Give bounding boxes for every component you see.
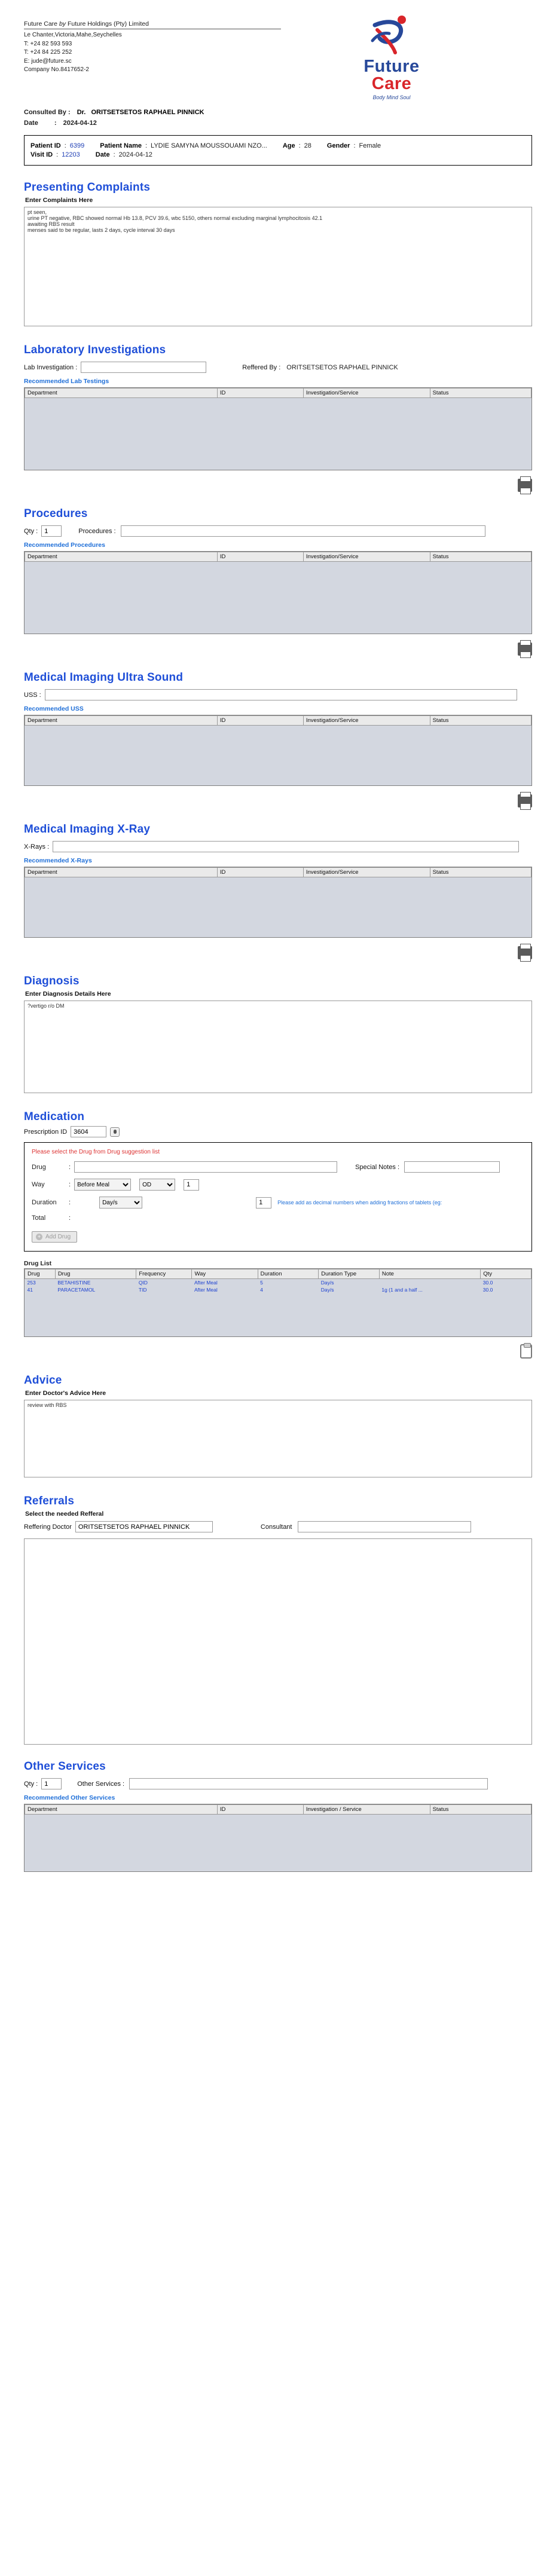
visit-date-value: 2024-04-12 bbox=[118, 151, 152, 158]
col-duration-type: Duration Type bbox=[319, 1269, 380, 1279]
procedures-body bbox=[25, 562, 531, 634]
duration-unit-select[interactable] bbox=[99, 1197, 142, 1209]
visit-id-label: Visit ID bbox=[30, 151, 53, 158]
cell-duration: 4 bbox=[260, 1287, 263, 1293]
way-select[interactable] bbox=[74, 1179, 131, 1191]
referred-by-value: ORITSETSETOS RAPHAEL PINNICK bbox=[286, 363, 398, 371]
visit-id-sep: : bbox=[56, 151, 59, 158]
recommended-xrays-link[interactable]: Recommended X-Rays bbox=[24, 857, 92, 864]
col-id: ID bbox=[217, 716, 303, 726]
clinic-address-line: E: jude@future.sc bbox=[24, 57, 72, 65]
col-id: ID bbox=[217, 552, 303, 562]
cell-duration-type: Day/s bbox=[320, 1280, 334, 1286]
cell-duration-type: Day/s bbox=[320, 1287, 334, 1293]
uss-input[interactable] bbox=[45, 689, 517, 700]
patient-gender-value: Female bbox=[359, 142, 381, 149]
presenting-complaints-subtitle: Enter Complaints Here bbox=[25, 197, 93, 204]
consult-date-value: 2024-04-12 bbox=[63, 120, 97, 127]
col-service: Investigation/Service bbox=[303, 716, 430, 726]
consultant-label: Consultant bbox=[260, 1523, 292, 1531]
cell-drug-name: BETAHISTINE bbox=[57, 1280, 91, 1286]
lab-input-row bbox=[24, 362, 532, 373]
cell-duration: 5 bbox=[260, 1280, 263, 1286]
clinic-address-line: Company No.8417652-2 bbox=[24, 66, 89, 73]
section-medication bbox=[0, 1110, 556, 1337]
frequency-qty-input[interactable] bbox=[184, 1179, 199, 1191]
col-duration: Duration bbox=[258, 1269, 319, 1279]
patient-name-sep: : bbox=[145, 142, 148, 149]
xray-input[interactable] bbox=[53, 841, 519, 852]
clinic-address-line: Le Chanter,Victoria,Mahe,Seychelles bbox=[24, 32, 122, 38]
duration-label: Duration bbox=[32, 1199, 57, 1206]
col-status: Status bbox=[430, 388, 531, 398]
clinic-title-suffix: Future Holdings (Pty) Limited bbox=[67, 20, 149, 27]
clipboard-icon[interactable] bbox=[520, 1344, 532, 1359]
col-drug-id: Drug bbox=[25, 1269, 56, 1279]
drug-list-body-filler bbox=[25, 1293, 531, 1336]
clinic-address-line: T: +24 84 225 252 bbox=[24, 49, 72, 56]
uss-table bbox=[25, 715, 531, 726]
procedures-qty-label: Qty : bbox=[24, 527, 38, 535]
col-department: Department bbox=[25, 716, 218, 726]
col-qty: Qty bbox=[481, 1269, 531, 1279]
cell-note: 1g (1 and a half ... bbox=[381, 1287, 423, 1293]
procedures-table bbox=[25, 552, 531, 562]
col-service: Investigation/Service bbox=[303, 388, 430, 398]
referred-by-label: Reffered By : bbox=[242, 363, 281, 371]
referral-input-row bbox=[24, 1521, 532, 1532]
table-row[interactable] bbox=[25, 1286, 531, 1293]
total-label: Total bbox=[32, 1214, 46, 1222]
section-other-services bbox=[0, 1760, 556, 1872]
procedures-qty-input[interactable] bbox=[41, 525, 62, 537]
uss-print-row bbox=[0, 792, 556, 807]
table-header-row bbox=[25, 1269, 531, 1279]
procedures-input-row bbox=[24, 525, 532, 537]
clinic-title-prefix: Future Care bbox=[24, 20, 58, 27]
logo-text-care: Care bbox=[371, 74, 412, 93]
table-header-row bbox=[25, 388, 531, 398]
decimal-hint: Please add as decimal numbers when adding fractions of tablets (eg: bbox=[277, 1200, 442, 1206]
col-frequency: Frequency bbox=[136, 1269, 192, 1279]
total-sep: : bbox=[69, 1214, 71, 1222]
col-department: Department bbox=[25, 1805, 218, 1815]
procedures-title: Procedures bbox=[24, 507, 88, 520]
drug-input[interactable] bbox=[74, 1161, 337, 1173]
microphone-icon[interactable] bbox=[110, 1127, 120, 1137]
xray-print-row bbox=[0, 944, 556, 959]
cell-drug-id: 41 bbox=[27, 1287, 33, 1293]
referrals-subtitle: Select the needed Refferal bbox=[25, 1510, 104, 1518]
referring-doctor-label: Reffering Doctor bbox=[24, 1523, 72, 1531]
other-services-body bbox=[25, 1815, 531, 1871]
other-services-table bbox=[25, 1804, 531, 1815]
clinic-info bbox=[24, 14, 299, 75]
col-service: Investigation / Service bbox=[303, 1805, 430, 1815]
duration-row bbox=[32, 1197, 524, 1209]
col-note: Note bbox=[379, 1269, 480, 1279]
col-status: Status bbox=[430, 552, 531, 562]
ultrasound-title: Medical Imaging Ultra Sound bbox=[24, 671, 184, 684]
section-presenting-complaints bbox=[0, 181, 556, 328]
section-laboratory bbox=[0, 344, 556, 470]
recommended-other-services-link[interactable]: Recommended Other Services bbox=[24, 1794, 115, 1801]
other-services-qty-label: Qty : bbox=[24, 1780, 38, 1788]
table-header-row bbox=[25, 1805, 531, 1815]
referrals-title: Referrals bbox=[24, 1495, 75, 1507]
section-advice bbox=[0, 1374, 556, 1479]
other-services-qty-input[interactable] bbox=[41, 1778, 62, 1789]
table-header-row bbox=[25, 552, 531, 562]
xray-body bbox=[25, 877, 531, 937]
col-department: Department bbox=[25, 388, 218, 398]
cell-drug-id: 253 bbox=[27, 1280, 36, 1286]
visit-date-label: Date bbox=[95, 151, 110, 158]
lab-investigation-input[interactable] bbox=[81, 362, 206, 373]
drug-list-table bbox=[25, 1269, 531, 1293]
patient-gender-label: Gender bbox=[326, 142, 350, 149]
consult-date-sep: : bbox=[54, 120, 57, 127]
print-icon[interactable] bbox=[518, 479, 532, 492]
diagnosis-subtitle: Enter Diagnosis Details Here bbox=[25, 990, 111, 998]
xray-title: Medical Imaging X-Ray bbox=[24, 823, 151, 836]
other-services-title: Other Services bbox=[24, 1760, 106, 1773]
print-icon[interactable] bbox=[518, 643, 532, 656]
table-header-row bbox=[25, 716, 531, 726]
special-notes-input[interactable] bbox=[404, 1161, 500, 1173]
laboratory-title: Laboratory Investigations bbox=[24, 344, 166, 356]
uss-label: USS : bbox=[24, 691, 41, 699]
duration-value-input[interactable] bbox=[256, 1197, 271, 1209]
xray-grid bbox=[24, 867, 532, 938]
way-label: Way bbox=[32, 1181, 45, 1188]
consulted-by-label: Consulted By : bbox=[24, 109, 71, 116]
logo-block bbox=[299, 14, 532, 100]
col-id: ID bbox=[217, 388, 303, 398]
cell-note bbox=[379, 1279, 480, 1287]
visit-id-value: 12203 bbox=[62, 151, 80, 158]
recommended-uss-link[interactable]: Recommended USS bbox=[24, 705, 84, 712]
visit-date-sep: : bbox=[113, 151, 115, 158]
col-service: Investigation/Service bbox=[303, 552, 430, 562]
section-diagnosis bbox=[0, 975, 556, 1095]
prescription-id-input[interactable] bbox=[71, 1126, 106, 1137]
cell-drug-name: PARACETAMOL bbox=[57, 1287, 96, 1293]
col-status: Status bbox=[430, 1805, 531, 1815]
section-ultrasound bbox=[0, 671, 556, 786]
consultant-input[interactable] bbox=[298, 1521, 471, 1532]
patient-name-label: Patient Name bbox=[100, 142, 142, 149]
plus-icon: + bbox=[36, 1234, 42, 1240]
logo-tagline: Body Mind Soul bbox=[372, 94, 411, 100]
lab-results-grid bbox=[24, 387, 532, 470]
prescription-id-label: Prescription ID bbox=[24, 1128, 68, 1136]
patient-id-label: Patient ID bbox=[30, 142, 61, 149]
col-drug-name: Drug bbox=[55, 1269, 136, 1279]
procedures-input[interactable] bbox=[121, 525, 485, 537]
procedures-label: Procedures : bbox=[78, 527, 116, 535]
advice-subtitle: Enter Doctor's Advice Here bbox=[25, 1390, 106, 1397]
col-id: ID bbox=[217, 868, 303, 877]
consulted-by-doctor: ORITSETSETOS RAPHAEL PINNICK bbox=[91, 109, 204, 116]
uss-body bbox=[25, 726, 531, 785]
other-services-grid bbox=[24, 1804, 532, 1872]
section-referrals bbox=[0, 1495, 556, 1745]
clinic-address-line: T: +24 82 593 593 bbox=[24, 40, 72, 47]
add-drug-button[interactable] bbox=[32, 1231, 77, 1243]
drug-label: Drug bbox=[32, 1163, 46, 1171]
cell-way: After Meal bbox=[194, 1287, 218, 1293]
way-sep: : bbox=[69, 1181, 71, 1188]
patient-info-box bbox=[24, 135, 532, 166]
print-icon[interactable] bbox=[518, 794, 532, 807]
patient-age-value: 28 bbox=[304, 142, 311, 149]
medication-print-row bbox=[0, 1342, 556, 1359]
future-care-logo bbox=[335, 14, 448, 100]
referral-details-area[interactable] bbox=[24, 1538, 532, 1745]
clinic-address bbox=[24, 31, 299, 75]
consult-date-label: Date bbox=[24, 120, 38, 127]
consulted-by-row bbox=[0, 106, 556, 116]
print-icon[interactable] bbox=[518, 946, 532, 959]
cell-way: After Meal bbox=[194, 1280, 218, 1286]
col-service: Investigation/Service bbox=[303, 868, 430, 877]
patient-age-sep: : bbox=[298, 142, 301, 149]
lab-print-row bbox=[0, 476, 556, 492]
col-department: Department bbox=[25, 552, 218, 562]
cell-frequency: QID bbox=[138, 1280, 148, 1286]
uss-input-row bbox=[24, 689, 532, 700]
patient-age-label: Age bbox=[282, 142, 295, 149]
uss-grid bbox=[24, 715, 532, 786]
prescription-id-row bbox=[24, 1126, 532, 1137]
patient-info-row-1 bbox=[30, 142, 526, 149]
total-row bbox=[32, 1214, 524, 1222]
drug-sep: : bbox=[69, 1163, 71, 1171]
other-services-input-row bbox=[24, 1778, 532, 1789]
col-id: ID bbox=[217, 1805, 303, 1815]
xray-label: X-Rays : bbox=[24, 843, 50, 850]
patient-id-sep: : bbox=[64, 142, 66, 149]
advice-textarea[interactable] bbox=[24, 1400, 532, 1477]
col-status: Status bbox=[430, 868, 531, 877]
referring-doctor-input[interactable] bbox=[75, 1521, 213, 1532]
procedures-print-row bbox=[0, 640, 556, 656]
recommended-lab-testings-link[interactable]: Recommended Lab Testings bbox=[24, 378, 109, 385]
patient-info-row-2 bbox=[30, 151, 526, 158]
clinic-title-by: by bbox=[59, 20, 66, 27]
add-drug-label: Add Drug bbox=[45, 1234, 71, 1240]
procedures-grid bbox=[24, 551, 532, 634]
special-notes-label: Special Notes : bbox=[355, 1163, 400, 1171]
col-way: Way bbox=[192, 1269, 258, 1279]
cell-qty: 30.0 bbox=[482, 1280, 493, 1286]
complaints-textarea[interactable] bbox=[24, 207, 532, 326]
other-services-label: Other Services : bbox=[77, 1780, 125, 1788]
lab-results-table bbox=[25, 388, 531, 398]
lab-investigation-label: Lab Investigation : bbox=[24, 363, 78, 371]
col-status: Status bbox=[430, 716, 531, 726]
diagnosis-textarea[interactable] bbox=[24, 1001, 532, 1093]
lab-results-body bbox=[25, 398, 531, 470]
other-services-input[interactable] bbox=[129, 1778, 488, 1789]
cell-frequency: TID bbox=[138, 1287, 147, 1293]
duration-sep: : bbox=[69, 1199, 71, 1206]
frequency-select[interactable] bbox=[139, 1179, 175, 1191]
clinic-title bbox=[24, 20, 299, 27]
way-row bbox=[32, 1179, 524, 1191]
col-department: Department bbox=[25, 868, 218, 877]
diagnosis-title: Diagnosis bbox=[24, 975, 80, 987]
presenting-complaints-title: Presenting Complaints bbox=[24, 181, 151, 194]
drug-row bbox=[32, 1161, 524, 1173]
medication-title: Medication bbox=[24, 1110, 85, 1123]
medication-entry-box bbox=[24, 1142, 532, 1252]
drug-list-grid bbox=[24, 1268, 532, 1337]
advice-title: Advice bbox=[24, 1374, 62, 1387]
recommended-procedures-link[interactable]: Recommended Procedures bbox=[24, 541, 105, 549]
cell-qty: 30.0 bbox=[482, 1287, 493, 1293]
patient-name-value: LYDIE SAMYNA MOUSSOUAMI NZO... bbox=[151, 142, 267, 149]
xray-table bbox=[25, 867, 531, 877]
drug-list-title: Drug List bbox=[24, 1260, 52, 1267]
table-row[interactable] bbox=[25, 1279, 531, 1287]
xray-input-row bbox=[24, 841, 532, 852]
consult-date-row bbox=[0, 116, 556, 133]
patient-gender-sep: : bbox=[353, 142, 356, 149]
logo-mark-icon bbox=[338, 14, 445, 56]
consulted-by-prefix: Dr. bbox=[77, 109, 86, 116]
table-header-row bbox=[25, 868, 531, 877]
section-procedures bbox=[0, 507, 556, 634]
page-header bbox=[0, 0, 556, 106]
patient-id-value: 6399 bbox=[69, 142, 85, 149]
logo-text-future: Future bbox=[363, 57, 420, 76]
medication-warning: Please select the Drug from Drug suggestion list bbox=[32, 1149, 160, 1155]
section-xray bbox=[0, 823, 556, 938]
